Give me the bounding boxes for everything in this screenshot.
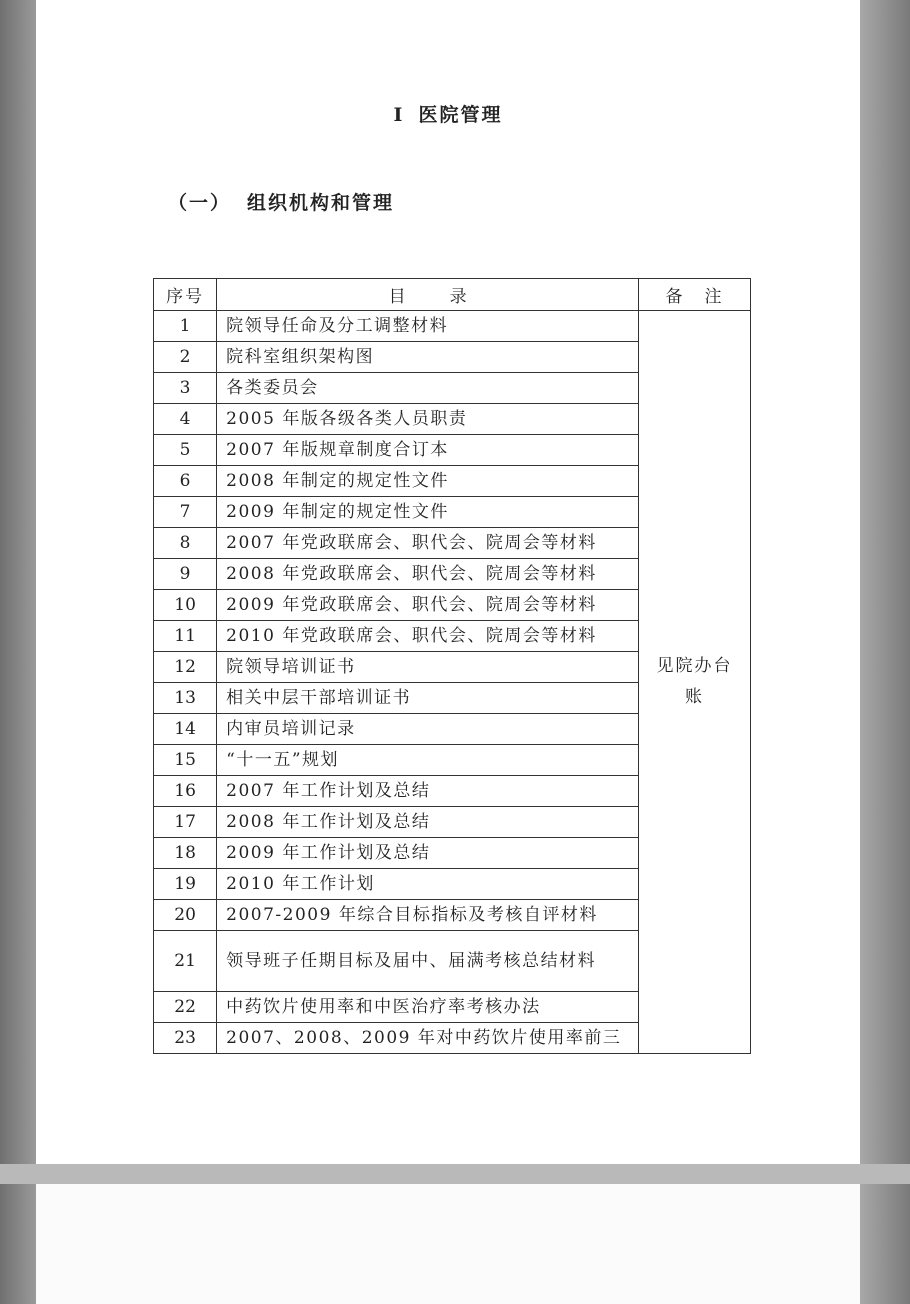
row-number: 14 [154,714,217,745]
row-number: 21 [154,931,217,992]
row-catalog-item: 2008 年工作计划及总结 [217,807,639,838]
row-catalog-item: 院领导培训证书 [217,652,639,683]
row-number: 5 [154,435,217,466]
row-number: 18 [154,838,217,869]
row-catalog-item: 内审员培训记录 [217,714,639,745]
row-catalog-item: 2007 年党政联席会、职代会、院周会等材料 [217,528,639,559]
section-number: （一） [168,192,232,214]
row-number: 9 [154,559,217,590]
row-number: 8 [154,528,217,559]
row-number: 17 [154,807,217,838]
header-catalog-char-1: 目 [388,287,406,307]
row-catalog-item: 2010 年工作计划 [217,869,639,900]
document-title-text: 医院管理 [418,104,503,126]
records-table [153,278,751,1054]
row-number: 7 [154,497,217,528]
row-number: 3 [154,373,217,404]
row-catalog-item: 院科室组织架构图 [217,342,639,373]
row-catalog-item: 2007 年版规章制度合订本 [217,435,639,466]
row-number: 12 [154,652,217,683]
row-catalog-item: 2008 年制定的规定性文件 [217,466,639,497]
row-number: 1 [154,311,217,342]
remark-cell [639,311,751,1054]
header-remark-char-1: 备 [665,287,685,307]
row-catalog-item: 院领导任命及分工调整材料 [217,311,639,342]
row-number: 22 [154,992,217,1023]
row-catalog-item: 2009 年工作计划及总结 [217,838,639,869]
row-number: 15 [154,745,217,776]
header-catalog-char-2: 录 [449,287,467,307]
table-header-row [154,279,751,311]
row-catalog-item: 2009 年制定的规定性文件 [217,497,639,528]
row-number: 2 [154,342,217,373]
row-catalog-item: 2010 年党政联席会、职代会、院周会等材料 [217,621,639,652]
section-title [168,188,394,215]
row-number: 6 [154,466,217,497]
document-page [36,0,860,1164]
next-page [36,1184,860,1304]
document-title [36,100,860,127]
row-catalog-item: 2007-2009 年综合目标指标及考核自评材料 [217,900,639,931]
row-number: 10 [154,590,217,621]
remark-line-2: 账 [685,687,704,707]
row-catalog-item: 领导班子任期目标及届中、届满考核总结材料 [217,931,639,992]
header-catalog [217,279,639,311]
document-title-number: I [393,104,405,126]
row-catalog-item: “十一五”规划 [217,745,639,776]
row-number: 23 [154,1023,217,1054]
section-title-text: 组织机构和管理 [247,192,395,214]
row-number: 20 [154,900,217,931]
row-catalog-item: 2007、2008、2009 年对中药饮片使用率前三 [217,1023,639,1054]
row-number: 19 [154,869,217,900]
remark-line-1: 见院办台 [656,656,733,676]
row-catalog-item: 2005 年版各级各类人员职责 [217,404,639,435]
row-number: 4 [154,404,217,435]
row-catalog-item: 2008 年党政联席会、职代会、院周会等材料 [217,559,639,590]
row-catalog-item: 中药饮片使用率和中医治疗率考核办法 [217,992,639,1023]
row-catalog-item: 各类委员会 [217,373,639,404]
row-number: 13 [154,683,217,714]
page-gap [0,1164,910,1184]
row-number: 11 [154,621,217,652]
row-catalog-item: 相关中层干部培训证书 [217,683,639,714]
header-remark [639,279,751,311]
header-number: 序号 [154,279,217,311]
row-number: 16 [154,776,217,807]
header-remark-char-2: 注 [704,287,724,307]
row-catalog-item: 2007 年工作计划及总结 [217,776,639,807]
table-row [154,311,751,342]
row-catalog-item: 2009 年党政联席会、职代会、院周会等材料 [217,590,639,621]
